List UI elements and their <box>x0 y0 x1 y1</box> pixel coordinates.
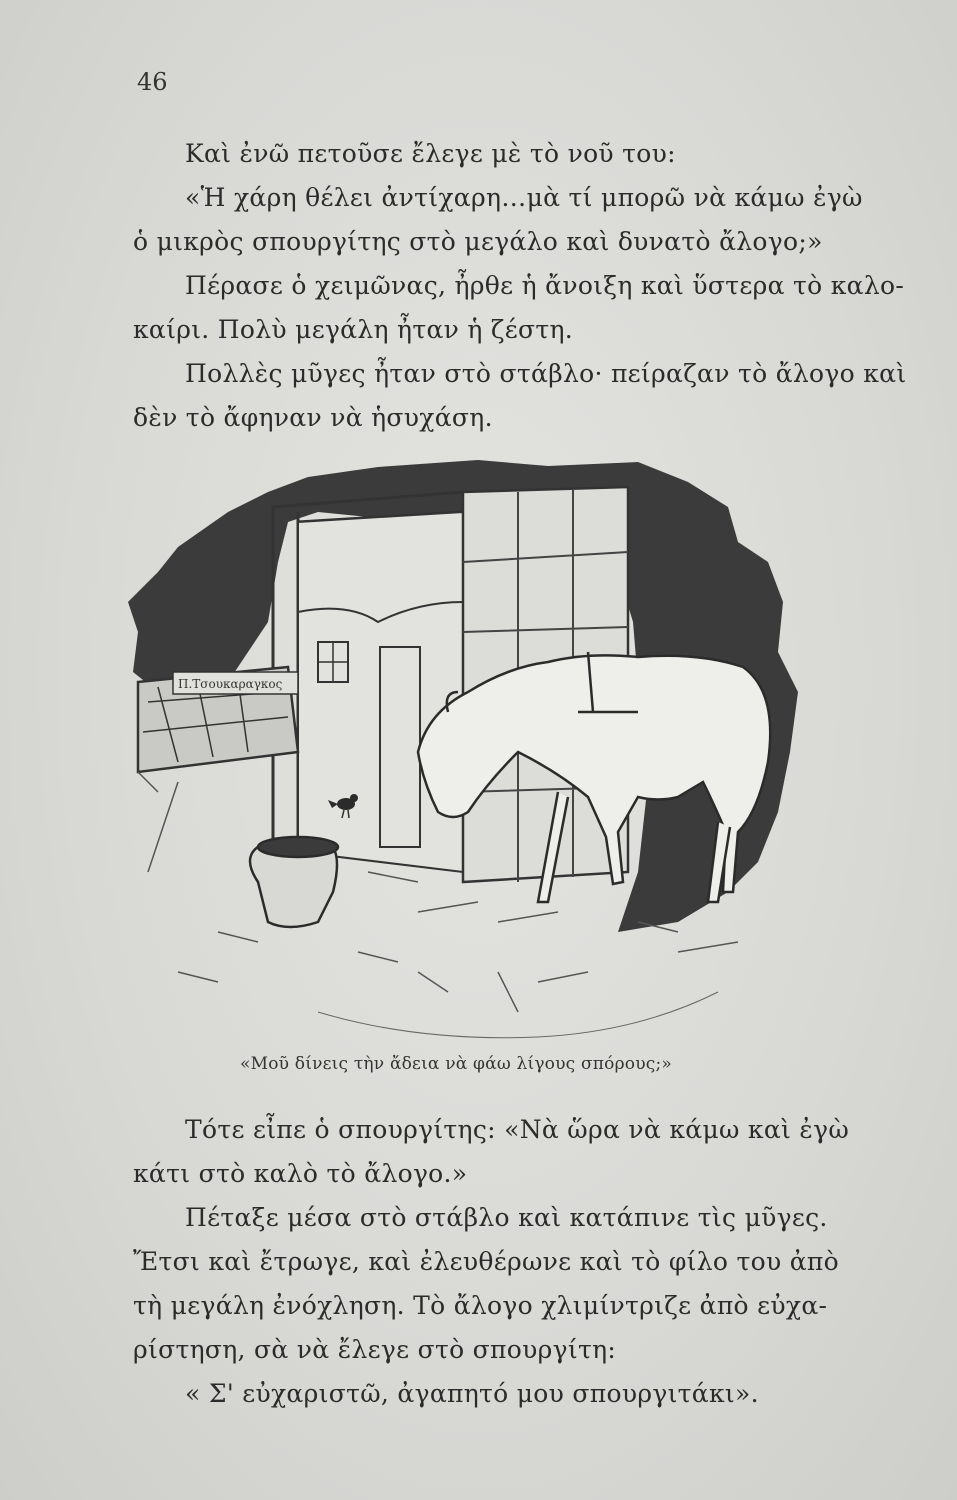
paragraph-6 <box>133 1196 893 1372</box>
paragraph-line: Πέρασε ὁ χειμῶνας, ἦρθε ἡ ἄνοιξη καὶ ὕστερα τὸ καλο- <box>185 271 905 300</box>
paragraph-line: κάτι στὸ καλὸ τὸ ἄλογο.» <box>133 1159 468 1188</box>
page-number: 46 <box>137 68 168 96</box>
paragraph-4 <box>133 352 907 440</box>
paragraph-line: Ἔτσι καὶ ἔτρωγε, καὶ ἐλευθέρωνε καὶ τὸ φίλο του ἀπὸ <box>133 1247 839 1276</box>
illustration-caption: «Μοῦ δίνεις τὴν ἄδεια νὰ φάω λίγους σπόρους;» <box>240 1054 672 1074</box>
paragraph-2 <box>133 176 893 264</box>
paragraph-line: καίρι. Πολὺ μεγάλη ἦταν ἡ ζέστη. <box>133 315 574 344</box>
paragraph-1 <box>133 132 893 176</box>
paragraph-line: ὁ μικρὸς σπουργίτης στὸ μεγάλο καὶ δυνατὸ ἄλογο;» <box>133 227 823 256</box>
paragraph-line: Πολλὲς μῦγες ἦταν στὸ στάβλο· πείραζαν τὸ ἄλογο καὶ <box>185 359 907 388</box>
paragraph-line: « Σ' εὐχαριστῶ, ἀγαπητό μου σπουργιτάκι». <box>185 1379 759 1408</box>
paragraph-line: Τότε εἶπε ὁ σπουργίτης: «Νὰ ὥρα νὰ κάμω καὶ ἐγὼ <box>185 1115 850 1144</box>
paragraph-line: ρίστηση, σὰ νὰ ἔλεγε στὸ σπουργίτη: <box>133 1335 617 1364</box>
paragraph-line: Καὶ ἐνῶ πετοῦσε ἔλεγε μὲ τὸ νοῦ του: <box>185 139 676 168</box>
paragraph-line: Πέταξε μέσα στὸ στάβλο καὶ κατάπινε τὶς μῦγες. <box>185 1203 828 1232</box>
paragraph-7 <box>133 1372 893 1416</box>
paragraph-line: «Ἡ χάρη θέλει ἀντίχαρη…μὰ τί μπορῶ νὰ κάμω ἐγὼ <box>185 183 863 212</box>
bucket-icon <box>250 837 338 927</box>
paragraph-line: τὴ μεγάλη ἐνόχληση. Τὸ ἄλογο χλιμίντριζε ἀπὸ εὐχα- <box>133 1291 828 1320</box>
paragraph-3 <box>133 264 905 352</box>
stable-illustration <box>118 452 808 1062</box>
paragraph-5 <box>133 1108 893 1196</box>
paragraph-line: δὲν τὸ ἄφηναν νὰ ἡσυχάση. <box>133 403 493 432</box>
signature-label: Π.Τσουκαραγκος <box>178 677 283 691</box>
